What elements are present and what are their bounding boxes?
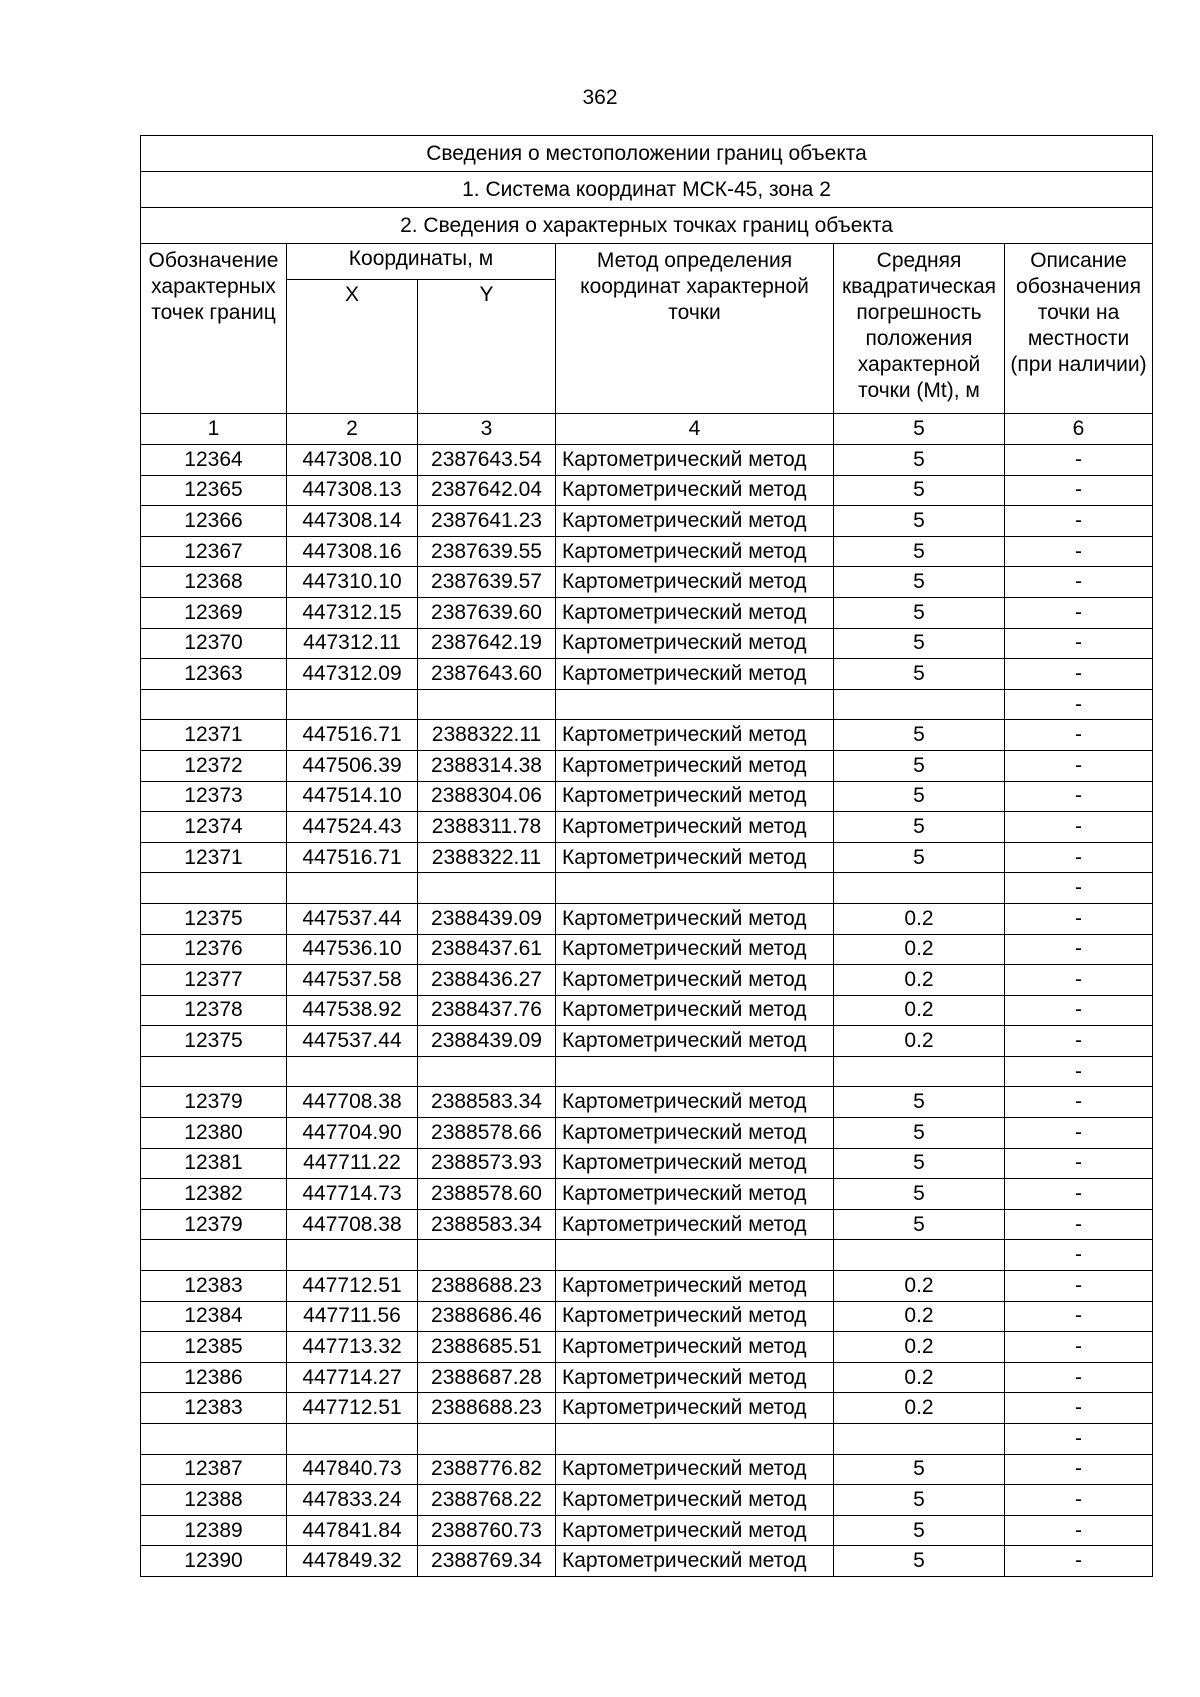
y-coordinate-cell: 2388573.93 [418,1148,556,1179]
y-coordinate-cell: 2388583.34 [418,1087,556,1118]
error-cell: 0.2 [834,1332,1005,1363]
description-cell: - [1005,597,1153,628]
error-cell: 0.2 [834,903,1005,934]
table-row [141,628,1153,659]
point-id-cell: 12377 [141,965,287,996]
description-cell: - [1005,1454,1153,1485]
method-cell: Картометрический метод [556,597,834,628]
x-coordinate-cell: 447312.11 [287,628,418,659]
header-method: Метод определения координат характерной точки [556,244,834,414]
table-row [141,1271,1153,1302]
point-id-cell: 12386 [141,1362,287,1393]
description-cell: - [1005,445,1153,476]
method-cell: Картометрический метод [556,1332,834,1363]
section-caption: 2. Сведения о характерных точках границ объекта [141,208,1153,244]
point-id-cell: 12381 [141,1148,287,1179]
method-cell: Картометрический метод [556,812,834,843]
error-cell: 5 [834,1179,1005,1210]
header-error: Средняя квадратическая погрешность положения характерной точки (Mt), м [834,244,1005,414]
y-coordinate-cell: 2387639.55 [418,536,556,567]
x-coordinate-cell [287,1056,418,1087]
description-cell: - [1005,475,1153,506]
method-cell [556,1056,834,1087]
description-cell: - [1005,567,1153,598]
point-id-cell: 12379 [141,1209,287,1240]
method-cell: Картометрический метод [556,1301,834,1332]
description-cell: - [1005,1240,1153,1271]
header-x: X [287,280,418,414]
point-id-cell: 12375 [141,903,287,934]
point-id-cell: 12364 [141,445,287,476]
point-id-cell: 12383 [141,1393,287,1424]
error-cell: 5 [834,597,1005,628]
x-coordinate-cell: 447840.73 [287,1454,418,1485]
table-row [141,812,1153,843]
table-row [141,965,1153,996]
method-cell [556,1240,834,1271]
point-id-cell: 12365 [141,475,287,506]
y-coordinate-cell: 2388768.22 [418,1485,556,1516]
point-id-cell: 12387 [141,1454,287,1485]
table-title: Сведения о местоположении границ объекта [141,136,1153,172]
error-cell: 0.2 [834,1301,1005,1332]
description-cell: - [1005,1301,1153,1332]
column-number: 5 [834,414,1005,445]
table-row [141,1056,1153,1087]
error-cell [834,1240,1005,1271]
error-cell: 5 [834,1546,1005,1577]
method-cell: Картометрический метод [556,965,834,996]
y-coordinate-cell: 2388439.09 [418,1026,556,1057]
y-coordinate-cell: 2388311.78 [418,812,556,843]
description-cell: - [1005,628,1153,659]
boundary-points-table [140,135,1153,1577]
point-id-cell: 12378 [141,995,287,1026]
x-coordinate-cell: 447312.15 [287,597,418,628]
description-cell: - [1005,1362,1153,1393]
x-coordinate-cell: 447841.84 [287,1515,418,1546]
table-row [141,750,1153,781]
description-cell: - [1005,995,1153,1026]
x-coordinate-cell: 447714.73 [287,1179,418,1210]
point-id-cell [141,873,287,904]
x-coordinate-cell: 447712.51 [287,1271,418,1302]
x-coordinate-cell: 447524.43 [287,812,418,843]
description-cell: - [1005,812,1153,843]
table-row [141,1485,1153,1516]
description-cell: - [1005,750,1153,781]
x-coordinate-cell [287,1240,418,1271]
error-cell: 0.2 [834,1393,1005,1424]
method-cell: Картометрический метод [556,506,834,537]
y-coordinate-cell [418,873,556,904]
method-cell: Картометрический метод [556,1179,834,1210]
description-cell: - [1005,720,1153,751]
table-row [141,536,1153,567]
x-coordinate-cell: 447308.10 [287,445,418,476]
point-id-cell: 12369 [141,597,287,628]
method-cell: Картометрический метод [556,995,834,1026]
table-row [141,659,1153,690]
table-row [141,1087,1153,1118]
description-cell: - [1005,842,1153,873]
x-coordinate-cell: 447711.56 [287,1301,418,1332]
y-coordinate-cell: 2388439.09 [418,903,556,934]
method-cell: Картометрический метод [556,536,834,567]
point-id-cell: 12390 [141,1546,287,1577]
point-id-cell [141,1240,287,1271]
description-cell: - [1005,1332,1153,1363]
error-cell: 0.2 [834,1362,1005,1393]
method-cell: Картометрический метод [556,475,834,506]
error-cell: 5 [834,628,1005,659]
table-row [141,934,1153,965]
description-cell: - [1005,1118,1153,1149]
y-coordinate-cell: 2388322.11 [418,720,556,751]
error-cell: 5 [834,506,1005,537]
header-designation: Обозначение характерных точек границ [141,244,287,414]
description-cell: - [1005,1148,1153,1179]
table-banner-row [141,208,1153,244]
y-coordinate-cell: 2388688.23 [418,1271,556,1302]
method-cell: Картометрический метод [556,445,834,476]
table-row [141,1240,1153,1271]
y-coordinate-cell: 2388776.82 [418,1454,556,1485]
method-cell: Картометрический метод [556,781,834,812]
table-row [141,1515,1153,1546]
method-cell: Картометрический метод [556,720,834,751]
error-cell: 0.2 [834,1271,1005,1302]
point-id-cell: 12388 [141,1485,287,1516]
x-coordinate-cell: 447537.58 [287,965,418,996]
y-coordinate-cell: 2387643.60 [418,659,556,690]
y-coordinate-cell: 2388578.66 [418,1118,556,1149]
error-cell: 5 [834,842,1005,873]
method-cell [556,1424,834,1455]
error-cell: 5 [834,1118,1005,1149]
point-id-cell: 12389 [141,1515,287,1546]
x-coordinate-cell: 447708.38 [287,1087,418,1118]
column-number: 3 [418,414,556,445]
point-id-cell: 12363 [141,659,287,690]
point-id-cell: 12367 [141,536,287,567]
method-cell: Картометрический метод [556,842,834,873]
table-banner-row [141,136,1153,172]
point-id-cell [141,1424,287,1455]
point-id-cell: 12384 [141,1301,287,1332]
y-coordinate-cell: 2388437.76 [418,995,556,1026]
point-id-cell: 12371 [141,842,287,873]
x-coordinate-cell: 447308.13 [287,475,418,506]
error-cell [834,689,1005,720]
y-coordinate-cell: 2388578.60 [418,1179,556,1210]
error-cell: 5 [834,1454,1005,1485]
table-row [141,1179,1153,1210]
table-row [141,567,1153,598]
method-cell: Картометрический метод [556,1362,834,1393]
error-cell: 5 [834,445,1005,476]
method-cell: Картометрический метод [556,1026,834,1057]
point-id-cell: 12374 [141,812,287,843]
description-cell: - [1005,1271,1153,1302]
description-cell: - [1005,1179,1153,1210]
description-cell: - [1005,1515,1153,1546]
description-cell: - [1005,873,1153,904]
header-row [141,244,1153,280]
error-cell: 5 [834,475,1005,506]
point-id-cell: 12382 [141,1179,287,1210]
x-coordinate-cell [287,689,418,720]
y-coordinate-cell: 2388688.23 [418,1393,556,1424]
table-row [141,781,1153,812]
y-coordinate-cell [418,1424,556,1455]
table-row [141,1148,1153,1179]
y-coordinate-cell: 2388436.27 [418,965,556,996]
table-row [141,1362,1153,1393]
error-cell: 5 [834,1209,1005,1240]
table-banner-row [141,172,1153,208]
description-cell: - [1005,536,1153,567]
point-id-cell: 12379 [141,1087,287,1118]
y-coordinate-cell: 2388760.73 [418,1515,556,1546]
method-cell [556,689,834,720]
y-coordinate-cell: 2388769.34 [418,1546,556,1577]
method-cell: Картометрический метод [556,1118,834,1149]
table-row [141,597,1153,628]
table-row [141,1332,1153,1363]
description-cell: - [1005,934,1153,965]
error-cell: 5 [834,1515,1005,1546]
x-coordinate-cell: 447506.39 [287,750,418,781]
method-cell: Картометрический метод [556,1148,834,1179]
x-coordinate-cell: 447536.10 [287,934,418,965]
method-cell: Картометрический метод [556,567,834,598]
point-id-cell: 12383 [141,1271,287,1302]
table-row [141,1424,1153,1455]
description-cell: - [1005,1209,1153,1240]
point-id-cell: 12373 [141,781,287,812]
x-coordinate-cell: 447712.51 [287,1393,418,1424]
description-cell: - [1005,1056,1153,1087]
point-id-cell [141,1056,287,1087]
x-coordinate-cell: 447516.71 [287,720,418,751]
method-cell: Картометрический метод [556,1087,834,1118]
method-cell [556,873,834,904]
column-number: 4 [556,414,834,445]
table-row [141,1301,1153,1332]
x-coordinate-cell [287,873,418,904]
table-row [141,995,1153,1026]
table-row [141,720,1153,751]
error-cell: 0.2 [834,995,1005,1026]
point-id-cell: 12385 [141,1332,287,1363]
description-cell: - [1005,659,1153,690]
x-coordinate-cell: 447833.24 [287,1485,418,1516]
description-cell: - [1005,965,1153,996]
y-coordinate-cell: 2387642.04 [418,475,556,506]
error-cell: 0.2 [834,965,1005,996]
table-row [141,1209,1153,1240]
table-row [141,1393,1153,1424]
description-cell: - [1005,1026,1153,1057]
y-coordinate-cell: 2388322.11 [418,842,556,873]
method-cell: Картометрический метод [556,1546,834,1577]
method-cell: Картометрический метод [556,934,834,965]
x-coordinate-cell: 447516.71 [287,842,418,873]
x-coordinate-cell: 447312.09 [287,659,418,690]
description-cell: - [1005,1485,1153,1516]
point-id-cell: 12368 [141,567,287,598]
description-cell: - [1005,1424,1153,1455]
header-y: Y [418,280,556,414]
y-coordinate-cell [418,689,556,720]
description-cell: - [1005,506,1153,537]
error-cell: 5 [834,536,1005,567]
y-coordinate-cell: 2387639.57 [418,567,556,598]
error-cell: 5 [834,781,1005,812]
method-cell: Картометрический метод [556,659,834,690]
error-cell: 5 [834,1148,1005,1179]
error-cell: 5 [834,1087,1005,1118]
table-row [141,1454,1153,1485]
error-cell: 0.2 [834,1026,1005,1057]
error-cell [834,1056,1005,1087]
table-row [141,1118,1153,1149]
page-number: 362 [582,86,618,109]
table-row [141,475,1153,506]
error-cell [834,873,1005,904]
point-id-cell: 12375 [141,1026,287,1057]
error-cell: 5 [834,812,1005,843]
x-coordinate-cell: 447310.10 [287,567,418,598]
y-coordinate-cell: 2388437.61 [418,934,556,965]
description-cell: - [1005,903,1153,934]
point-id-cell: 12366 [141,506,287,537]
point-id-cell: 12380 [141,1118,287,1149]
point-id-cell: 12376 [141,934,287,965]
y-coordinate-cell: 2388304.06 [418,781,556,812]
x-coordinate-cell: 447714.27 [287,1362,418,1393]
x-coordinate-cell [287,1424,418,1455]
method-cell: Картометрический метод [556,903,834,934]
method-cell: Картометрический метод [556,1393,834,1424]
table-row [141,903,1153,934]
table-row [141,445,1153,476]
error-cell: 5 [834,720,1005,751]
error-cell: 5 [834,750,1005,781]
description-cell: - [1005,1393,1153,1424]
x-coordinate-cell: 447308.14 [287,506,418,537]
x-coordinate-cell: 447708.38 [287,1209,418,1240]
column-number: 6 [1005,414,1153,445]
y-coordinate-cell: 2387641.23 [418,506,556,537]
description-cell: - [1005,1546,1153,1577]
x-coordinate-cell: 447849.32 [287,1546,418,1577]
description-cell: - [1005,781,1153,812]
y-coordinate-cell: 2388687.28 [418,1362,556,1393]
method-cell: Картометрический метод [556,1209,834,1240]
point-id-cell: 12371 [141,720,287,751]
x-coordinate-cell: 447538.92 [287,995,418,1026]
y-coordinate-cell: 2388583.34 [418,1209,556,1240]
method-cell: Картометрический метод [556,1454,834,1485]
y-coordinate-cell: 2388314.38 [418,750,556,781]
point-id-cell [141,689,287,720]
coordinate-system-caption: 1. Система координат МСК-45, зона 2 [141,172,1153,208]
x-coordinate-cell: 447711.22 [287,1148,418,1179]
method-cell: Картометрический метод [556,1271,834,1302]
table-row [141,689,1153,720]
error-cell: 5 [834,567,1005,598]
y-coordinate-cell: 2387642.19 [418,628,556,659]
table-row [141,873,1153,904]
header-description: Описание обозначения точки на местности (при наличии) [1005,244,1153,414]
description-cell: - [1005,689,1153,720]
point-id-cell: 12372 [141,750,287,781]
x-coordinate-cell: 447308.16 [287,536,418,567]
description-cell: - [1005,1087,1153,1118]
y-coordinate-cell [418,1240,556,1271]
y-coordinate-cell [418,1056,556,1087]
x-coordinate-cell: 447537.44 [287,1026,418,1057]
x-coordinate-cell: 447537.44 [287,903,418,934]
x-coordinate-cell: 447704.90 [287,1118,418,1149]
error-cell: 5 [834,659,1005,690]
y-coordinate-cell: 2388686.46 [418,1301,556,1332]
x-coordinate-cell: 447514.10 [287,781,418,812]
method-cell: Картометрический метод [556,1515,834,1546]
table-row [141,506,1153,537]
error-cell: 5 [834,1485,1005,1516]
method-cell: Картометрический метод [556,1485,834,1516]
column-number-row [141,414,1153,445]
error-cell: 0.2 [834,934,1005,965]
y-coordinate-cell: 2388685.51 [418,1332,556,1363]
method-cell: Картометрический метод [556,750,834,781]
x-coordinate-cell: 447713.32 [287,1332,418,1363]
header-coordinates: Координаты, м [287,244,556,280]
method-cell: Картометрический метод [556,628,834,659]
column-number: 1 [141,414,287,445]
point-id-cell: 12370 [141,628,287,659]
table-row [141,1546,1153,1577]
table-row [141,1026,1153,1057]
y-coordinate-cell: 2387639.60 [418,597,556,628]
table-body [141,136,1153,1577]
error-cell [834,1424,1005,1455]
column-number: 2 [287,414,418,445]
y-coordinate-cell: 2387643.54 [418,445,556,476]
table-row [141,842,1153,873]
